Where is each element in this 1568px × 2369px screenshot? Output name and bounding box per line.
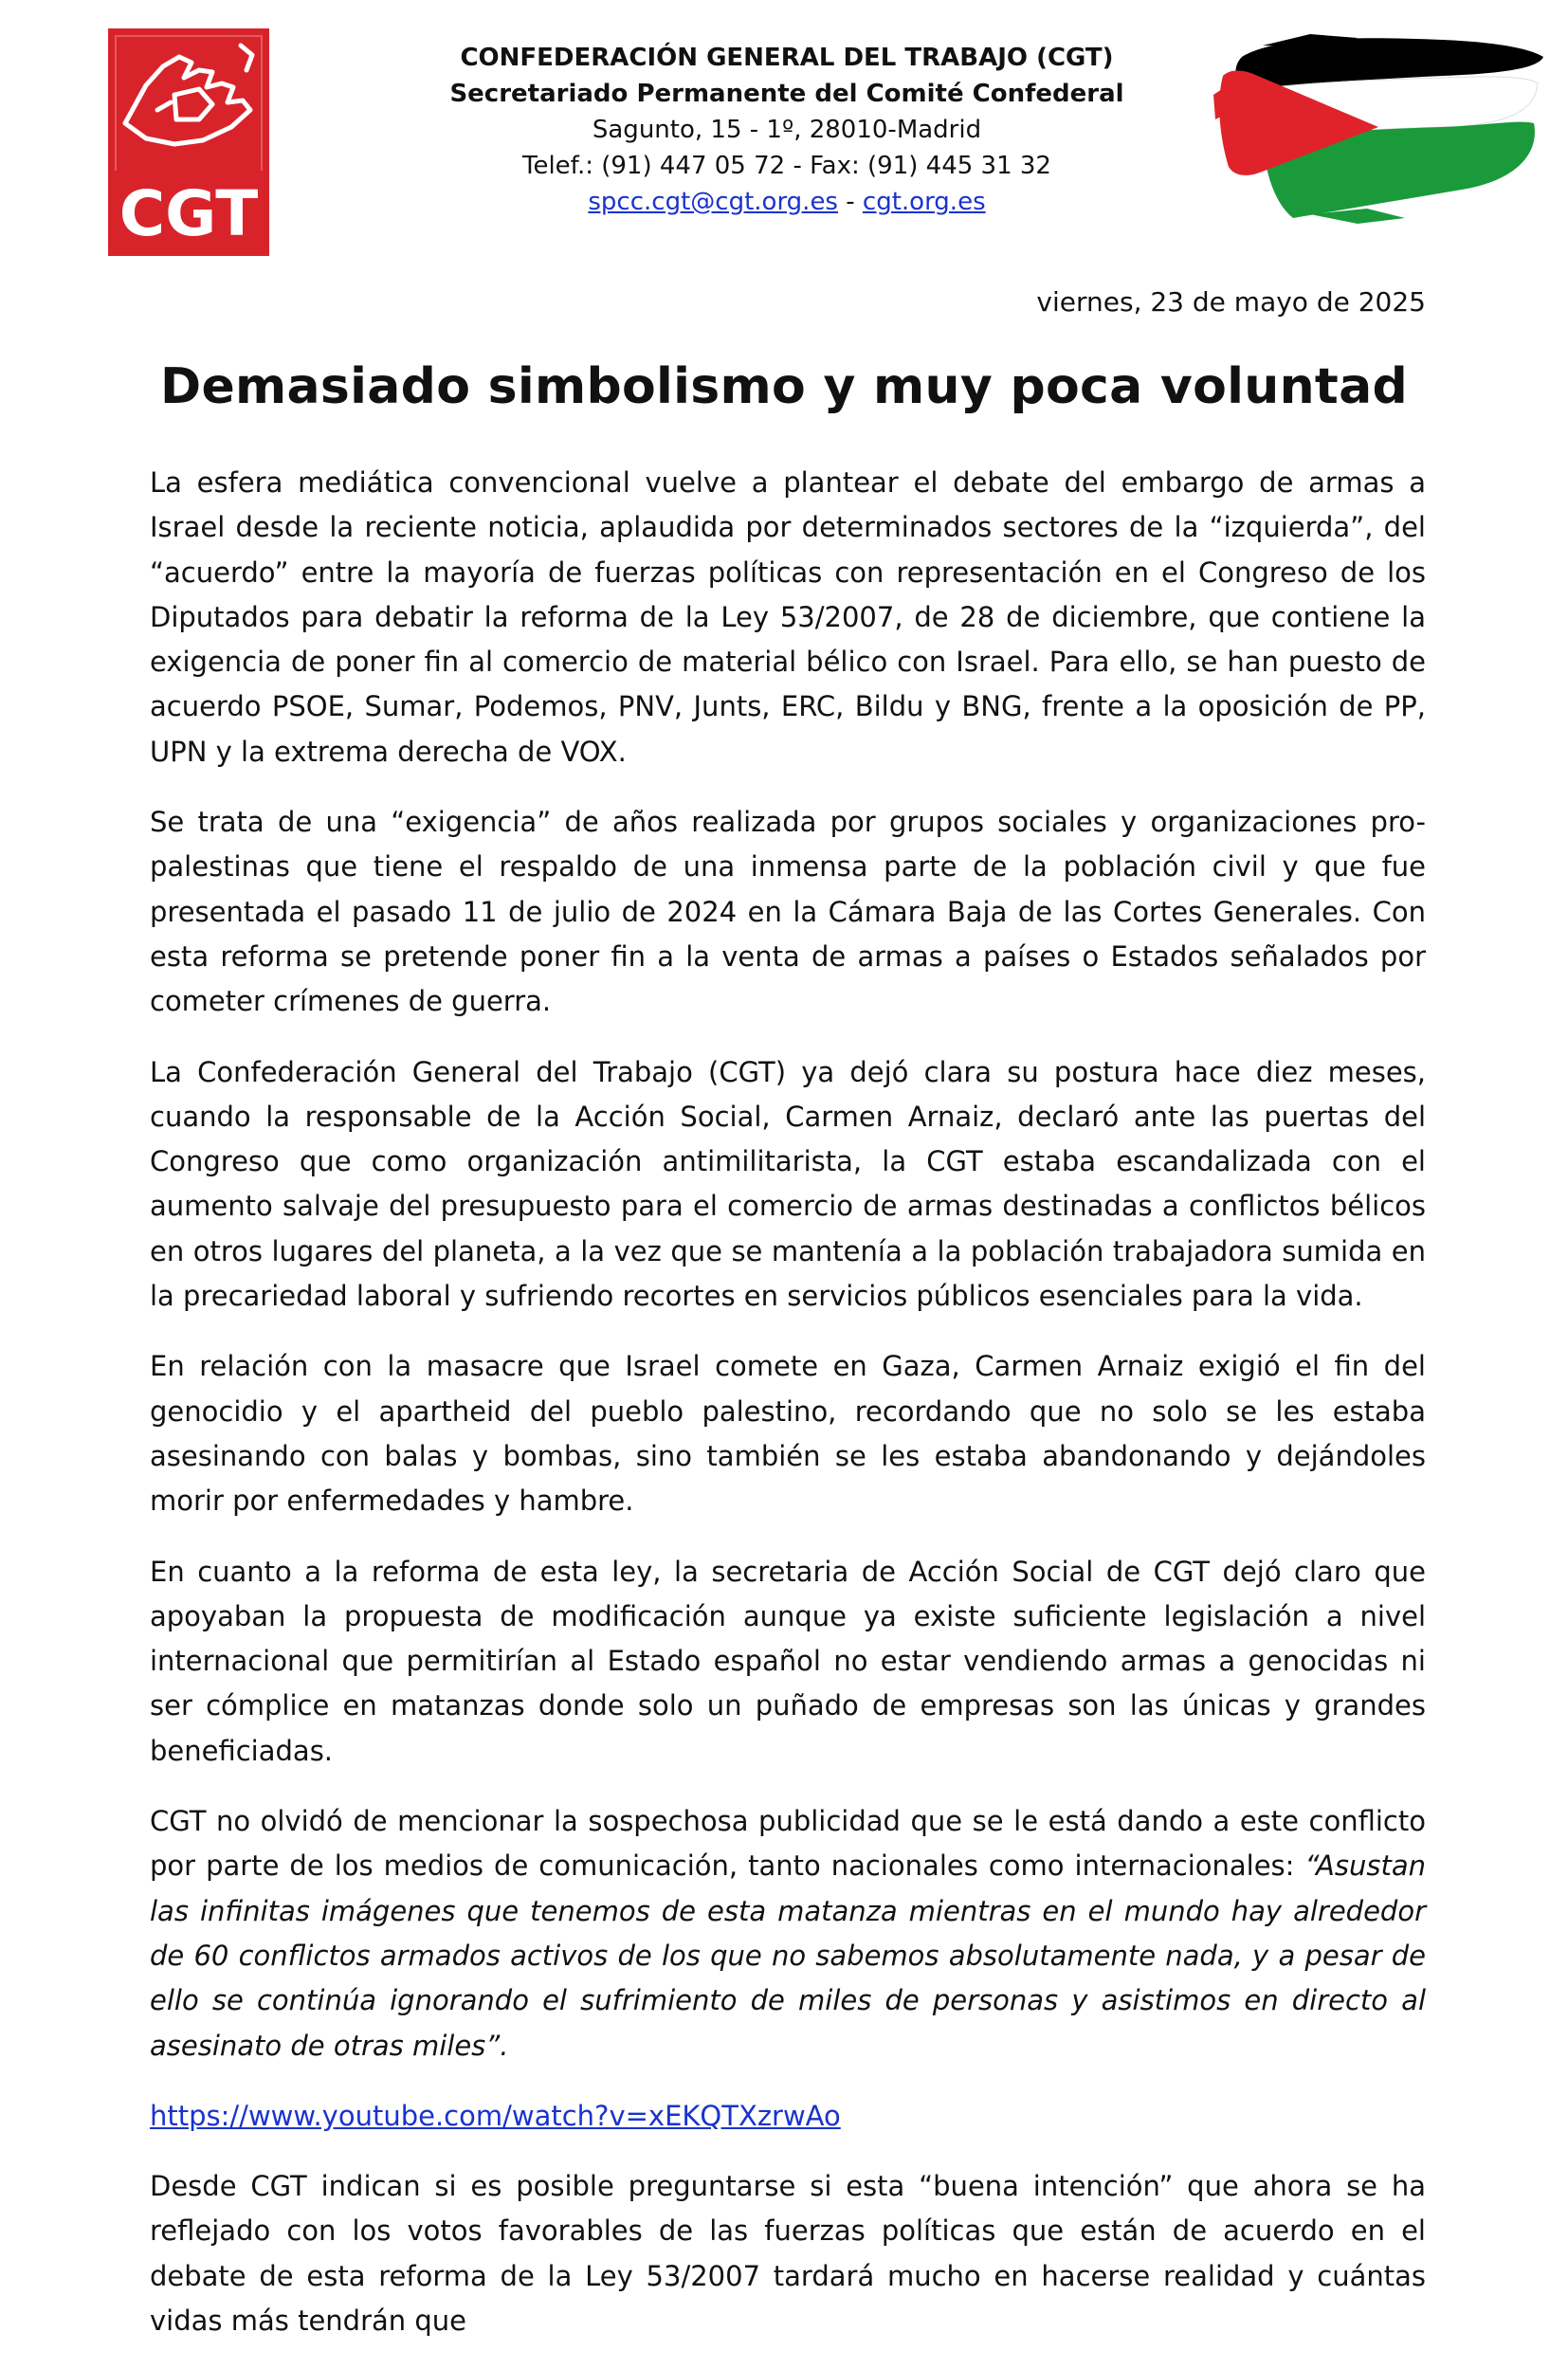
body-paragraph: En relación con la masacre que Israel comete en Gaza, Carmen Arnaiz exigió el fin del genocidio y el apartheid del pueblo palestino, recordando que no solo se les estaba asesinando con balas y bombas, sino también se les estaba abandonando y dejándoles morir por enfermedades y hambre. (150, 1350, 1426, 1518)
quote-text: “Asustan las infinitas imágenes que tenemos de esta matanza mientras en el mundo hay alrededor de 60 conflictos armados activos de los que no sabemos absolutamente nada, y a pesar de ello se continúa ignorando el sufrimiento de miles de personas y asistimos en directo al asesinato de otras miles”. (150, 1850, 1426, 2062)
palestine-flag-image (1206, 28, 1547, 228)
document-title: Demasiado simbolismo y muy poca voluntad (160, 358, 1408, 415)
document-date: viernes, 23 de mayo de 2025 (1036, 286, 1426, 318)
org-phone: Telef.: (91) 447 05 72 - Fax: (91) 445 31 32 (522, 152, 1051, 180)
body-paragraph: En cuanto a la reforma de esta ley, la secretaria de Acción Social de CGT dejó claro que apoyaban la propuesta de modificación aunque ya existe suficiente legislación a nivel internacional que permitirían al Estado español no estar vendiendo armas a genocidas ni ser cómplice en matanzas donde solo un puñado de empresas son las únicas y grandes beneficiadas. (150, 1555, 1426, 1767)
body-paragraph-last: Desde CGT indican si es posible preguntarse si esta “buena intención” que ahora se ha reflejado con los votos favorables de las fuerzas políticas que están de acuerdo en el debate de esta reforma de la Ley 53/2007 tardará mucho en hacerse realidad y cuántas vidas más tendrán que (150, 2170, 1426, 2337)
video-link-paragraph (150, 2094, 1426, 2139)
quote-paragraph (150, 1799, 1426, 2068)
logo-text: CGT (119, 177, 259, 250)
org-links (398, 184, 1176, 220)
org-header (398, 40, 1176, 220)
org-subtitle: Secretariado Permanente del Comité Confederal (449, 80, 1124, 108)
youtube-link[interactable]: https://www.youtube.com/watch?v=xEKQTXzrwAo (150, 2099, 841, 2132)
org-address: Sagunto, 15 - 1º, 28010-Madrid (592, 116, 982, 144)
quote-intro: CGT no olvidó de mencionar la sospechosa publicidad que se le está dando a este conflicto por parte de los medios de comunicación, tanto nacionales como internacionales: (150, 1805, 1426, 1883)
document-body (150, 461, 1426, 2369)
body-paragraph: La esfera mediática convencional vuelve a plantear el debate del embargo de armas a Israel desde la reciente noticia, aplaudida por determinados sectores de la “izquierda”, del “acuerdo” entre la mayoría de fuerzas políticas con representación en el Congreso de los Diputados para debatir la reforma de la Ley 53/2007, de 28 de diciembre, que contiene la exigencia de poner fin al comercio de material bélico con Israel. Para ello, se han puesto de acuerdo PSOE, Sumar, Podemos, PNV, Junts, ERC, Bildu y BNG, frente a la oposición de PP, UPN y la extrema derecha de VOX. (150, 466, 1426, 768)
body-paragraph: Se trata de una “exigencia” de años realizada por grupos sociales y organizaciones pro-palestinas que tiene el respaldo de una inmensa parte de la población civil y que fue presentada el pasado 11 de julio de 2024 en la Cámara Baja de las Cortes Generales. Con esta reforma se pretende poner fin a la venta de armas a países o Estados señalados por cometer crímenes de guerra. (150, 806, 1426, 1018)
body-paragraph: La Confederación General del Trabajo (CGT) ya dejó clara su postura hace diez meses, cuando la responsable de la Acción Social, Carmen Arnaiz, declaró ante las puertas del Congreso que como organización antimilitarista, la CGT estaba escandalizada con el aumento salvaje del presupuesto para el comercio de armas destinadas a conflictos bélicos en otros lugares del planeta, a la vez que se mantenía a la población trabajadora sumida en la precariedad laboral y sufriendo recortes en servicios públicos esenciales para la vida. (150, 1055, 1426, 1313)
website-link[interactable]: cgt.org.es (862, 188, 986, 216)
cgt-logo (108, 28, 269, 256)
email-link[interactable]: spcc.cgt@cgt.org.es (588, 188, 838, 216)
org-name: CONFEDERACIÓN GENERAL DEL TRABAJO (CGT) (460, 44, 1114, 72)
link-separator: - (837, 188, 863, 216)
